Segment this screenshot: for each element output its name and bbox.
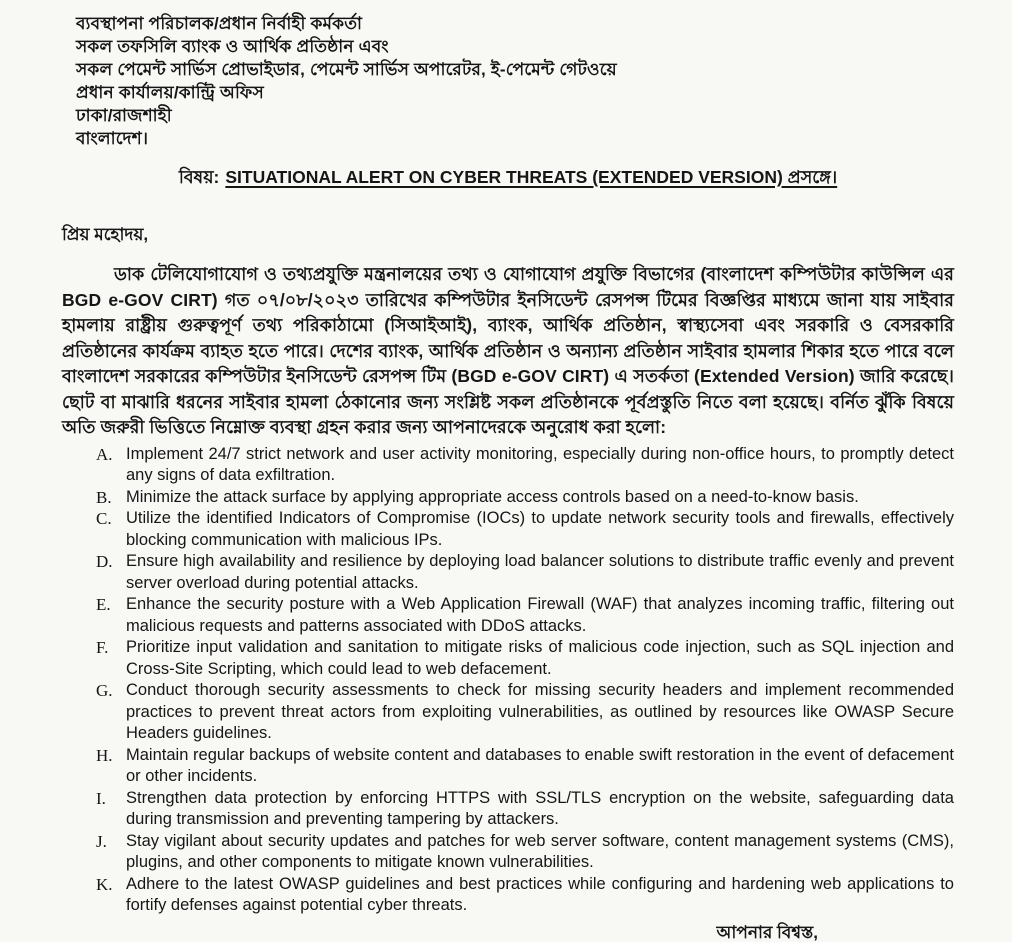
action-item-k — [96, 874, 954, 917]
closing-valediction: আপনার বিশ্বস্ত, — [716, 922, 818, 942]
action-item-a — [96, 444, 954, 487]
action-item-f — [96, 637, 954, 680]
action-item-letter: J. — [96, 831, 107, 851]
action-item-text: Adhere to the latest OWASP guidelines and best practices while configuring and hardening web applications to fortify defenses against potential cyber threats. — [126, 874, 954, 914]
recipient-line: ঢাকা/রাজশাহী — [76, 106, 172, 125]
body-paragraph: ডাক টেলিযোগাযোগ ও তথ্যপ্রযুক্তি মন্ত্রনালয়ের তথ্য ও যোগাযোগ প্রযুক্তি বিভাগের (বাংলাদেশ কম্পিউটার কাউন্সিল এর BGD e-GOV CIRT) গত ০৭/০৮/২০২৩ তারিখের কম্পিউটার ইনসিডেন্ট রেসপন্স টিমের বিজ্ঞপ্তির মাধ্যমে জানা যায় সাইবার হামলায় রাষ্ট্রীয় গুরুত্বপূর্ণ তথ্য পরিকাঠামো (সিআইআই), ব্যাংক, আর্থিক প্রতিষ্ঠান, স্বাস্থ্যসেবা এবং সরকারি ও বেসরকারি প্রতিষ্ঠানের কার্যক্রম ব্যাহত হতে পারে। দেশের ব্যাংক, আর্থিক প্রতিষ্ঠান ও অন্যান্য প্রতিষ্ঠান সাইবার হামলার শিকার হতে পারে বলে বাংলাদেশ সরকারের কম্পিউটার ইনসিডেন্ট রেসপন্স টিম (BGD e-GOV CIRT) এ সতর্কতা (Extended Version) জারি করেছে। ছোট বা মাঝারি ধরনের সাইবার হামলা ঠেকানোর জন্য সংশ্লিষ্ট সকল প্রতিষ্ঠানকে পূর্বপ্রস্তুতি নিতে বলা হয়েছে। বর্নিত ঝুঁকি বিষয়ে অতি জরুরী ভিত্তিতে নিম্নোক্ত ব্যবস্থা গ্রহন করার জন্য আপনাদেরকে অনুরোধ করা হলো: — [62, 264, 954, 437]
recipient-line: বাংলাদেশ। — [76, 129, 149, 148]
subject-prefix: বিষয়: — [178, 167, 220, 187]
action-item-text: Strengthen data protection by enforcing HTTPS with SSL/TLS encryption on the website, safeguarding data during transmission and preventing tampering by attackers. — [126, 788, 954, 828]
action-item-text: Utilize the identified Indicators of Compromise (IOCs) to update network security tools and firewalls, effectively blocking communication with malicious IPs. — [126, 509, 954, 549]
subject-line — [62, 165, 954, 194]
action-item-c — [96, 508, 954, 551]
action-item-h — [96, 745, 954, 788]
action-item-g — [96, 680, 954, 745]
action-item-text: Ensure high availability and resilience by deploying load balancer solutions to distribute traffic evenly and prevent server overload during potential attacks. — [126, 552, 954, 592]
action-item-j — [96, 831, 954, 874]
action-item-letter: E. — [96, 595, 111, 614]
action-item-text: Conduct thorough security assessments to check for missing security headers and implement recommended practices to prevent threat actors from exploiting vulnerabilities, as outlined by resources like OWASP Secure Headers guidelines. — [126, 681, 954, 742]
recipient-line: প্রধান কার্যালয়/কান্ট্রি অফিস — [76, 83, 264, 102]
recipient-line: ব্যবস্থাপনা পরিচালক/প্রধান নির্বাহী কর্মকর্তা — [76, 14, 363, 33]
action-list — [96, 444, 954, 917]
action-item-letter: A. — [96, 444, 113, 464]
action-item-letter: B. — [96, 487, 112, 507]
action-item-d — [96, 551, 954, 594]
action-item-e — [96, 594, 954, 637]
action-item-text: Maintain regular backups of website content and databases to enable swift restoration in the event of defacement or other incidents. — [126, 745, 954, 785]
recipient-line: সকল পেমেন্ট সার্ভিস প্রোভাইডার, পেমেন্ট সার্ভিস অপারেটর, ই-পেমেন্ট গেটওয়ে — [76, 60, 617, 79]
action-item-text: Stay vigilant about security updates and patches for web server software, content management systems (CMS), plugins, and other components to mitigate known vulnerabilities. — [126, 831, 954, 871]
action-item-b — [96, 487, 954, 509]
action-item-letter: F. — [96, 638, 109, 657]
action-item-letter: D. — [96, 552, 113, 571]
action-item-letter: H. — [96, 745, 113, 765]
subject-text: SITUATIONAL ALERT ON CYBER THREATS (EXTENDED VERSION) প্রসঙ্গে। — [225, 167, 838, 187]
action-item-text: Implement 24/7 strict network and user activity monitoring, especially during non-office hours, to promptly detect any signs of data exfiltration. — [126, 444, 954, 484]
recipient-block — [76, 12, 954, 150]
action-item-letter: G. — [96, 681, 113, 700]
action-item-letter: K. — [96, 874, 113, 894]
action-item-text: Prioritize input validation and sanitation to mitigate risks of malicious code injection, such as SQL injection and Cross-Site Scripting, which could lead to web defacement. — [126, 638, 954, 678]
action-item-text: Enhance the security posture with a Web Application Firewall (WAF) that analyzes incoming traffic, filtering out malicious requests and patterns associated with DDoS attacks. — [126, 595, 954, 635]
action-item-letter: C. — [96, 509, 112, 528]
action-item-letter: I. — [96, 788, 106, 808]
action-item-i — [96, 788, 954, 831]
salutation: প্রিয় মহোদয়, — [62, 225, 149, 244]
recipient-line: সকল তফসিলি ব্যাংক ও আর্থিক প্রতিষ্ঠান এবং — [76, 37, 389, 56]
action-item-text: Minimize the attack surface by applying appropriate access controls based on a need-to-know basis. — [126, 487, 859, 506]
